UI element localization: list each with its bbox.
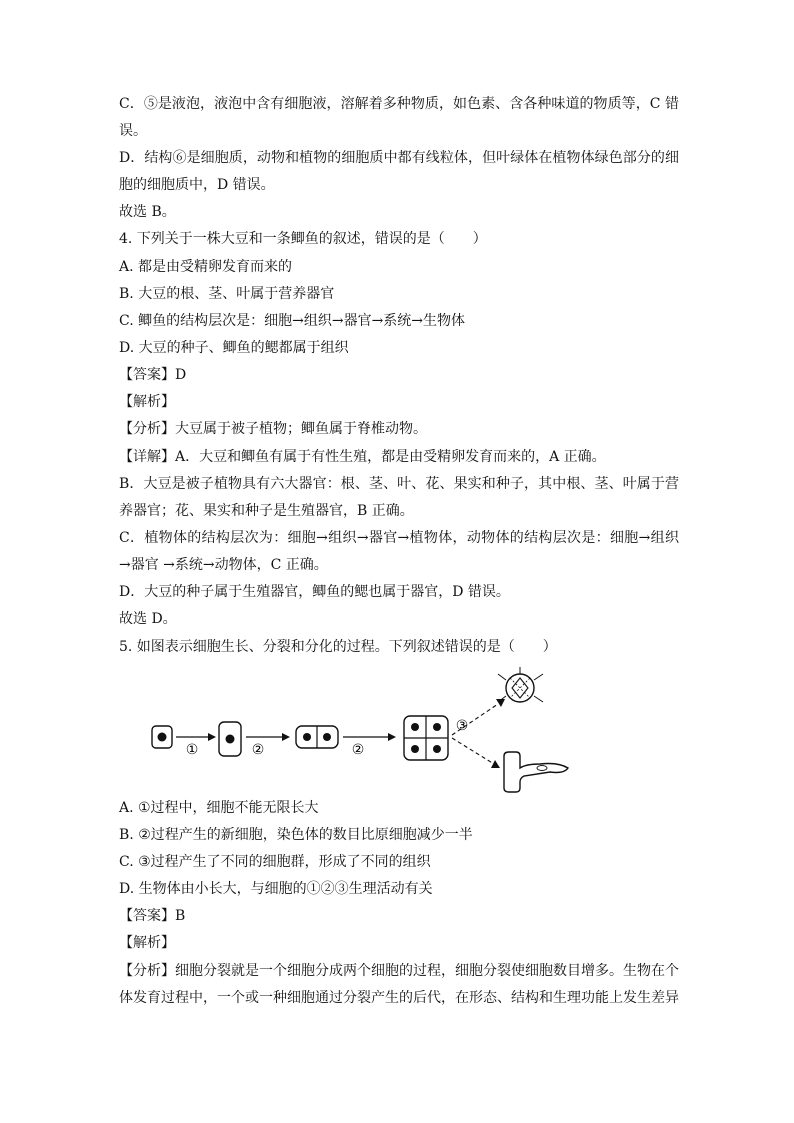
small-cell-icon <box>152 726 172 748</box>
q4-fenxi: 【分析】大豆属于被子植物；鲫鱼属于脊椎动物。 <box>119 421 427 437</box>
q4-option-c: C. 鲫鱼的结构层次是：细胞→组织→器官→系统→生物体 <box>119 313 466 329</box>
q3-option-d-analysis-line-2: 胞的细胞质中，D 错误。 <box>119 177 275 193</box>
q5-option-d: D. 生物体由小长大，与细胞的①②③生理活动有关 <box>119 881 433 897</box>
q4-stem: 4. 下列关于一株大豆和一条鲫鱼的叙述，错误的是（ ） <box>119 231 487 247</box>
q5-answer: 【答案】B <box>119 908 186 924</box>
q4-conclusion: 故选 D。 <box>119 611 177 627</box>
growth-arrow <box>176 733 216 758</box>
q3-option-d-analysis-line-1: D．结构⑥是细胞质，动物和植物的细胞质中都有线粒体，但叶绿体在植物体绿色部分的细 <box>119 150 679 166</box>
differentiation-arrows <box>452 699 505 768</box>
cell-process-figure <box>140 664 580 794</box>
q4-answer: 【答案】D <box>119 367 187 383</box>
q5-fenxi-line-1: 【分析】细胞分裂就是一个细胞分成两个细胞的过程，细胞分裂使细胞数目增多。生物在个 <box>119 963 679 979</box>
differentiated-round-cell-icon <box>498 667 543 702</box>
q4-analysis-label: 【解析】 <box>119 394 175 410</box>
two-cells-icon <box>296 726 338 748</box>
q3-option-c-analysis-line-2: 误。 <box>119 123 147 139</box>
q4-detail-c-line-1: C．植物体的结构层次为：细胞→组织→器官→植物体，动物体的结构层次是：细胞→组织 <box>119 530 679 546</box>
q5-option-c: C. ③过程产生了不同的细胞群，形成了不同的组织 <box>119 854 431 870</box>
step-1-label: ① <box>185 742 199 758</box>
q4-detail-b-line-1: B．大豆是被子植物具有六大器官：根、茎、叶、花、果实和种子，其中根、茎、叶属于营 <box>119 476 679 492</box>
step-2b-label: ② <box>351 742 365 758</box>
q4-option-b: B. 大豆的根、茎、叶属于营养器官 <box>119 286 335 302</box>
q5-option-a: A. ①过程中，细胞不能无限长大 <box>119 800 319 816</box>
q4-detail-b-line-2: 养器官；花、果实和种子是生殖器官，B 正确。 <box>119 503 414 519</box>
step-3-label: ③ <box>455 718 469 734</box>
step-2a-label: ② <box>251 742 265 758</box>
division-arrow-2 <box>343 733 396 758</box>
q4-detail-line-1: 【详解】A．大豆和鲫鱼有属于有性生殖，都是由受精卵发育而来的，A 正确。 <box>119 449 606 465</box>
q4-option-d: D. 大豆的种子、鲫鱼的鳃都属于组织 <box>119 340 349 356</box>
q4-option-a: A. 都是由受精卵发育而来的 <box>119 259 293 275</box>
q5-fenxi-line-2: 体发育过程中，一个或一种细胞通过分裂产生的后代，在形态、结构和生理功能上发生差异 <box>119 990 679 1006</box>
grown-cell-icon <box>219 722 241 756</box>
q5-analysis-label: 【解析】 <box>119 935 175 951</box>
differentiated-root-hair-cell-icon <box>504 752 568 792</box>
division-arrow-1 <box>246 733 290 758</box>
q5-stem: 5. 如图表示细胞生长、分裂和分化的过程。下列叙述错误的是（ ） <box>119 639 557 655</box>
q3-option-c-analysis-line-1: C．⑤是液泡，液泡中含有细胞液，溶解着多种物质，如色素、含各种味道的物质等，C 错 <box>119 96 679 112</box>
q3-conclusion: 故选 B。 <box>119 204 176 220</box>
four-cells-icon <box>404 716 448 760</box>
q4-detail-d-line: D．大豆的种子属于生殖器官，鲫鱼的鳃也属于器官，D 错误。 <box>119 584 510 600</box>
q4-detail-c-line-2: →器官 →系统→动物体，C 正确。 <box>119 557 328 573</box>
cell-process-diagram <box>140 664 580 794</box>
q5-option-b: B. ②过程产生的新细胞，染色体的数目比原细胞减少一半 <box>119 827 473 843</box>
